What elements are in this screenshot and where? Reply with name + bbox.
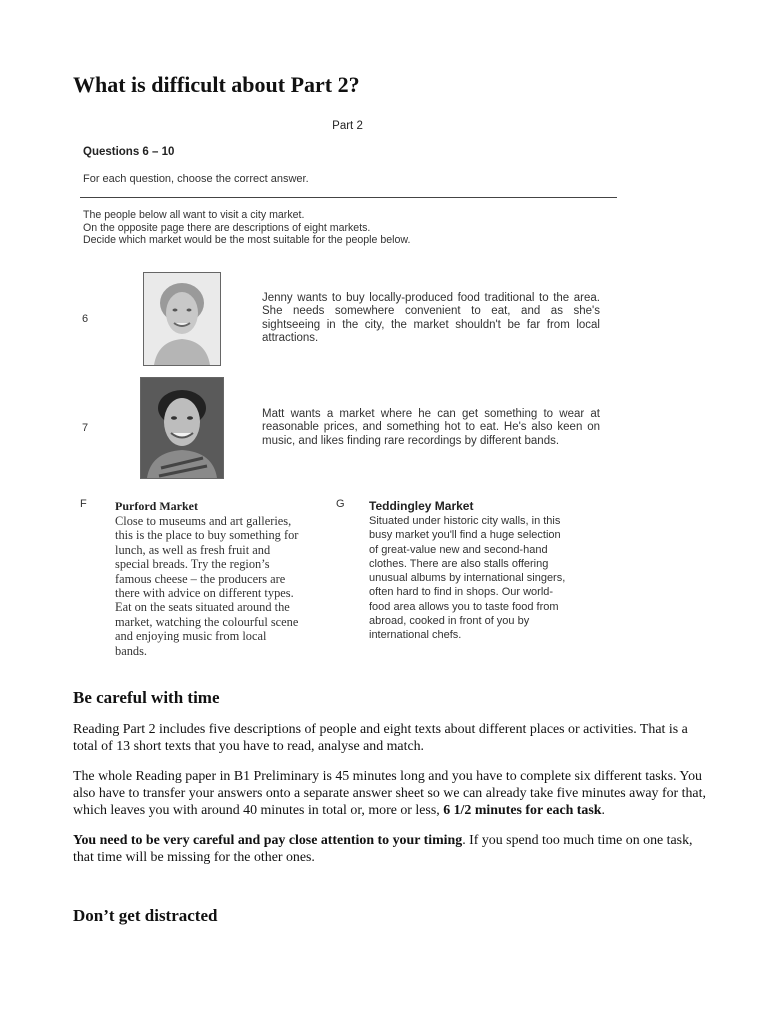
intro-text	[83, 209, 410, 247]
paragraph: Reading Part 2 includes five descriptions of people and eight texts about different places or activities. That is a total of 13 short texts that you have to read, analyse and match.	[73, 722, 688, 754]
page-title: What is difficult about Part 2?	[73, 72, 360, 97]
paragraph: The whole Reading paper in B1 Preliminary is 45 minutes long and you have to complete six different tasks. You also have to transfer your answers onto a separate answer sheet so we can already take five minutes away for that, which leaves you with around 40 minutes in total or, more or less, 6 1/2 minutes for each task.	[73, 769, 706, 818]
person-description: Jenny wants to buy locally-produced food traditional to the area. She needs somewhere convenient to eat, and as she's sightseeing in the city, the market shouldn't be far from local attractions.	[262, 292, 600, 345]
market-title: Purford Market	[115, 499, 198, 513]
market-title: Teddingley Market	[369, 499, 474, 513]
emphasis: 6 1/2 minutes for each task	[443, 803, 602, 818]
instruction: For each question, choose the correct answer.	[83, 173, 309, 185]
intro-line: On the opposite page there are descriptions of eight markets.	[83, 221, 371, 234]
person-photo-jenny	[143, 272, 221, 366]
question-range: Questions 6 – 10	[83, 146, 175, 158]
intro-line: Decide which market would be the most suitable for the people below.	[83, 234, 411, 247]
market-description: Close to museums and art galleries, this is the place to buy something for lunch, as well as fresh fruit and special breads. Try the region’s famous cheese – the producers are there with advice on different types. Eat on the seats situated around the market, watching the colourful scene and enjoying music from local bands.	[115, 514, 299, 658]
section-heading: Be careful with time	[73, 688, 220, 707]
divider	[80, 197, 617, 198]
intro-line: The people below all want to visit a city market.	[83, 209, 305, 221]
section-distracted	[73, 906, 713, 926]
paragraph: You need to be very careful and pay close attention to your timing. If you spend too much time on one task, that time will be missing for the other ones.	[73, 833, 693, 865]
market-description: Situated under historic city walls, in this busy market you'll find a huge selection of great-value new and second-hand clothes. There are also stalls offering unusual albums by international singers, often hard to find in shops. Our world- food area allows you to taste food from abroad, cooked in front of you by international chefs.	[369, 515, 566, 642]
part-label: Part 2	[332, 120, 363, 132]
market-letter: F	[80, 498, 87, 510]
market-letter: G	[336, 498, 345, 510]
section-heading: Don’t get distracted	[73, 906, 218, 925]
person-description: Matt wants a market where he can get something to wear at reasonable prices, and something hot to eat. He's also keen on music, and likes finding rare recordings by different bands.	[262, 408, 600, 447]
question-number: 6	[82, 313, 89, 325]
person-photo-matt	[140, 377, 224, 479]
question-number: 7	[82, 422, 89, 434]
emphasis: You need to be very careful and pay close attention to your timing	[73, 833, 463, 848]
section-time	[73, 688, 713, 866]
